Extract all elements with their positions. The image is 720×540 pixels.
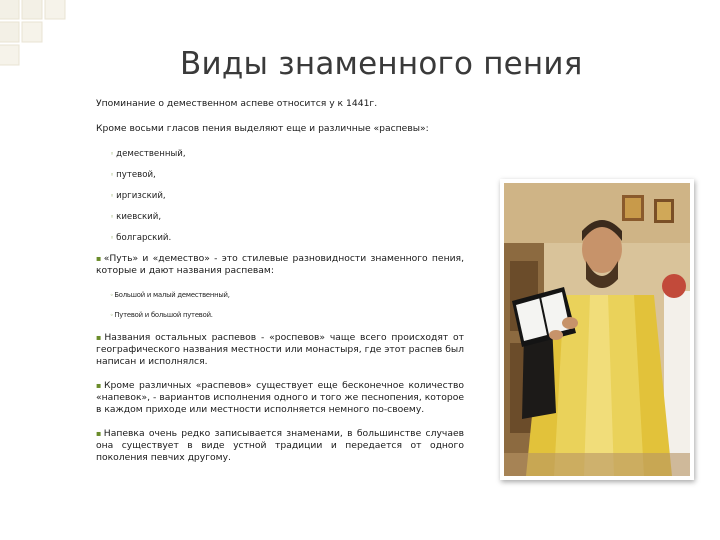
corner-decoration <box>0 0 90 90</box>
bullet-item: ▪Напевка очень редко записывается знаменами, в большинстве случаев она существует в виде устной традиции и передается от одного поколения певчих другому. <box>96 428 465 463</box>
sub-list-item: ◦Большой и малый демественный, <box>110 291 230 299</box>
sub-bullet-icon: ◦ <box>110 150 115 158</box>
raspev-item: ◦ путевой, <box>110 170 156 180</box>
raspev-item: ◦ болгарский. <box>110 233 172 243</box>
sub-bullet-icon: ◦ <box>110 312 114 319</box>
photo-frame <box>500 179 694 480</box>
bullet-item: ▪«Путь» и «демество» - это стилевые разновидности знаменного пения, которые и дают названия распевам: <box>96 253 464 276</box>
bullet-icon: ▪ <box>96 333 104 342</box>
bullet-icon: ▪ <box>96 429 103 438</box>
sub-bullet-icon: ◦ <box>110 292 114 299</box>
bullet-item: ▪Кроме различных «распевов» существует еще бесконечное количество «напевок», - вариантов исполнения одного и того же песнопения, которое в каждом приходе или местности исполняется немного по-своему. <box>96 380 465 415</box>
sub-bullet-icon: ◦ <box>110 171 115 179</box>
sub-list-item: ◦Путевой и большой путевой. <box>110 311 213 319</box>
sub-bullet-icon: ◦ <box>110 192 115 200</box>
bullet-icon: ▪ <box>96 381 103 390</box>
sub-bullet-icon: ◦ <box>110 234 115 242</box>
slide-body <box>96 98 464 476</box>
raspev-item: ◦ иргизский, <box>110 191 166 201</box>
raspev-item: ◦ киевский, <box>110 212 162 222</box>
priest-photo <box>504 183 690 476</box>
bullet-icon: ▪ <box>96 254 103 263</box>
bullet-item: ▪Названия остальных распевов - «роспевов» чаще всего происходят от географического названия местности или монастыря, где этот распев был написан и исполнялся. <box>96 332 464 367</box>
raspevs-paragraph: Кроме восьми гласов пения выделяют еще и различные «распевы»: <box>96 123 429 134</box>
sub-bullet-icon: ◦ <box>110 213 115 221</box>
raspev-item: ◦ демественный, <box>110 149 186 159</box>
intro-paragraph: Упоминание о демественном аспеве относится у к 1441г. <box>96 98 378 109</box>
slide-title: Виды знаменного пения <box>180 46 583 82</box>
